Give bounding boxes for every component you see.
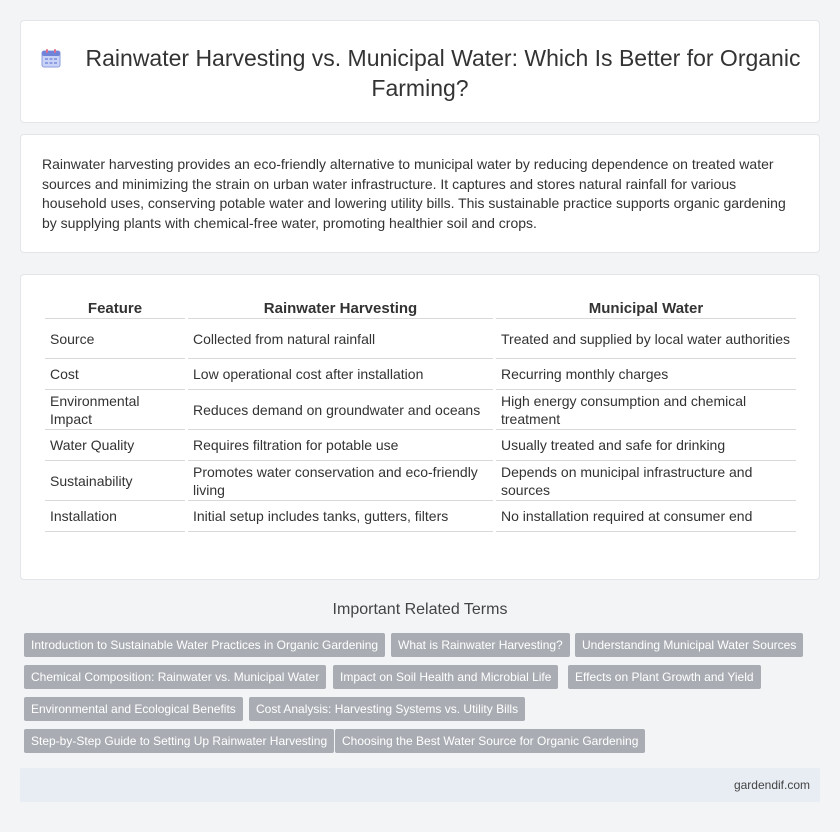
header-municipal: Municipal Water [496,295,796,319]
table-cell: Usually treated and safe for drinking [496,430,796,461]
title-card [20,20,820,123]
table-cell: Source [45,319,185,359]
table-row [45,501,796,532]
table-cell: Requires filtration for potable use [188,430,493,461]
related-term-tag[interactable]: Introduction to Sustainable Water Practices in Organic Gardening [24,633,385,657]
table-row [45,319,796,359]
table-cell: Low operational cost after installation [188,359,493,390]
table-cell: Water Quality [45,430,185,461]
table-row [45,390,796,430]
related-term-tag[interactable]: Environmental and Ecological Benefits [24,697,243,721]
table-cell: Installation [45,501,185,532]
table-cell: Initial setup includes tanks, gutters, filters [188,501,493,532]
page-title-wrap [21,43,819,103]
related-term-tag[interactable]: Effects on Plant Growth and Yield [568,665,761,689]
related-term-tag[interactable]: Choosing the Best Water Source for Organic Gardening [335,729,645,753]
table-cell: Sustainability [45,461,185,501]
table-cell: Promotes water conservation and eco-friendly living [188,461,493,501]
related-term-tag[interactable]: Step-by-Step Guide to Setting Up Rainwater Harvesting [24,729,334,753]
related-term-tag[interactable]: Understanding Municipal Water Sources [575,633,803,657]
related-terms-heading: Important Related Terms [332,601,508,618]
intro-card [20,134,820,253]
calendar-icon [40,46,62,68]
related-term-tag[interactable]: Chemical Composition: Rainwater vs. Municipal Water [24,665,326,689]
table-cell: Environmental Impact [45,390,185,430]
table-cell: Reduces demand on groundwater and oceans [188,390,493,430]
related-term-tag[interactable]: What is Rainwater Harvesting? [391,633,570,657]
table-row [45,461,796,501]
header-rainwater: Rainwater Harvesting [188,295,493,319]
intro-paragraph: Rainwater harvesting provides an eco-friendly alternative to municipal water by reducing dependence on treated water sources and minimizing the strain on urban water infrastructure. It captures and stores natural rainfall for various household uses, conserving potable water and lowering utility bills. This sustainable practice supports organic gardening by supplying plants with chemical-free water, promoting healthier soil and crops. [42,156,786,231]
table-cell: High energy consumption and chemical treatment [496,390,796,430]
table-cell: Collected from natural rainfall [188,319,493,359]
table-cell: Recurring monthly charges [496,359,796,390]
related-term-tag[interactable]: Cost Analysis: Harvesting Systems vs. Utility Bills [249,697,525,721]
table-cell: Depends on municipal infrastructure and sources [496,461,796,501]
table-row [45,430,796,461]
table-cell: Cost [45,359,185,390]
footer-bar [20,768,820,802]
table-cell: Treated and supplied by local water authorities [496,319,796,359]
table-header-row [45,295,796,319]
table-row [45,359,796,390]
page-title: Rainwater Harvesting vs. Municipal Water: Which Is Better for Organic Farming? [85,45,801,101]
header-feature: Feature [45,295,185,319]
table-cell: No installation required at consumer end [496,501,796,532]
comparison-card [20,274,820,580]
related-term-tag[interactable]: Impact on Soil Health and Microbial Life [333,665,558,689]
comparison-table [42,295,799,532]
footer-site-link[interactable]: gardendif.com [733,778,810,792]
